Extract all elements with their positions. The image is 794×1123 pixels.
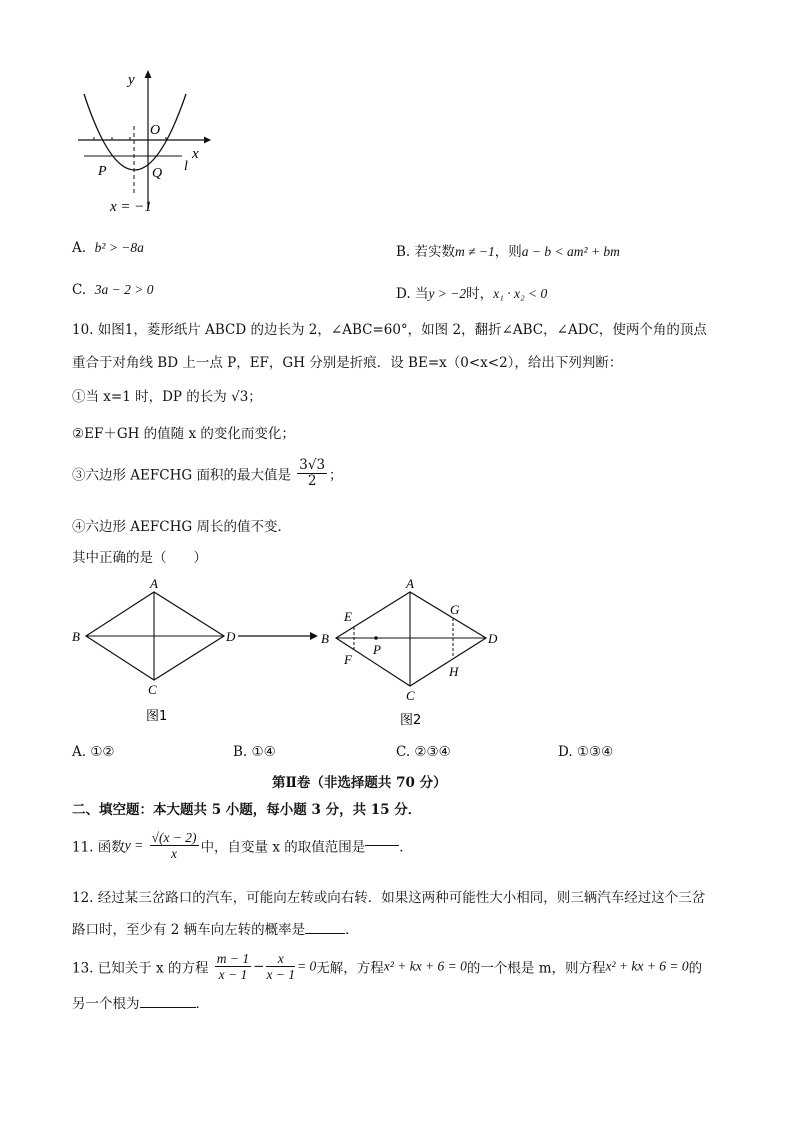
graph-y-label: y	[128, 72, 135, 88]
q10-s3-fraction: $\frac{3√3}{2}$	[299, 457, 326, 489]
q12-line1: 12. 经过某三岔路口的汽车，可能向左转或向右转．如果这两种可能性大小相同，则三辆汽车经过这个三岔	[72, 890, 706, 906]
fig2-label-g: G	[450, 602, 460, 617]
q12-line2: 路口时，至少有 2 辆车向左转的概率是 ．	[72, 918, 359, 938]
q10-option-c: C. ②③④	[396, 744, 451, 760]
fig1-label-a: A	[150, 576, 158, 591]
graph-axis-equation: x = −1	[110, 199, 152, 215]
fig2-label-h: H	[449, 664, 459, 679]
q10-s1-value: √3	[231, 389, 249, 405]
volume-title: 第Ⅱ卷（非选择题共 70 分）	[272, 775, 447, 791]
q9-option-d: D. 当y > −2时，x₁ · x₂ < 0	[396, 286, 548, 302]
q9-option-a: A. b² > −8a	[72, 240, 144, 256]
q10-statement-2: ②EF＋GH 的值随 x 的变化而变化；	[72, 426, 295, 442]
y-axis-arrow	[145, 70, 152, 78]
fig2-label-d: D	[488, 631, 498, 646]
fig1-label-d: D	[226, 629, 236, 644]
graph-l-label: l	[184, 159, 188, 174]
fig1-label-b: B	[72, 629, 80, 644]
graph-p-label: P	[98, 164, 107, 179]
q10-statement-3: ③六边形 AEFCHG 面积的最大值是 $\frac{3√3}{2}$ ；	[72, 457, 343, 489]
x-axis-arrow	[204, 137, 211, 144]
q13-line2: 另一个根为 ．	[72, 992, 209, 1012]
parabola-graph	[72, 68, 212, 220]
transform-arrow	[236, 630, 320, 642]
q11: 11. 函数y = $\frac{√(x - 2)}{x}$ 中，自变量 x 的取值范围是 ．	[72, 830, 413, 861]
q10-line2: 重合于对角线 BD 上一点 P，EF，GH 分别是折痕．设 BE=x（0<x<2），给出下列判断：	[72, 355, 623, 371]
fig1-label-c: C	[148, 682, 157, 697]
q13-fraction-1: $\frac{m - 1}{x - 1}$	[216, 951, 250, 982]
figure-2	[318, 576, 508, 726]
graph-q-label: Q	[152, 166, 163, 181]
q10-option-b: B. ①④	[233, 744, 276, 760]
graph-x-label: x	[192, 146, 199, 162]
parabola-curve	[84, 94, 186, 170]
q9-option-b: B. 若实数m ≠ −1，则a − b < am² + bm	[396, 244, 620, 260]
q13-line1: 13. 已知关于 x 的方程 $\frac{m - 1}{x - 1}$ − $\frac{x}{x - 1}$ = 0无解，方程x² + kx + 6 = 0的一个根是 m，则方程x² + kx + 6 = 0的	[72, 951, 703, 982]
q12-answer-blank[interactable]	[305, 919, 345, 934]
q9-option-a-expr: b² > −8a	[94, 240, 144, 255]
q13-answer-blank[interactable]	[140, 993, 196, 1008]
q10-option-d: D. ①③④	[558, 744, 614, 760]
fig1-caption: 图1	[146, 709, 168, 724]
fig2-label-a: A	[406, 576, 414, 591]
fig2-label-p: P	[373, 642, 381, 657]
q10-question: 其中正确的是（ ）	[72, 550, 207, 566]
rhombus-abcd-folded	[336, 592, 486, 686]
part-title: 二、填空题：本大题共 5 小题，每小题 3 分，共 15 分．	[72, 802, 422, 818]
fig2-label-e: E	[344, 609, 352, 624]
graph-origin-label: O	[150, 123, 161, 138]
q10-line1: 10. 如图1，菱形纸片 ABCD 的边长为 2，∠ABC=60°，如图 2，翻折∠ABC，∠ADC，使两个角的顶点	[72, 322, 707, 338]
fig2-label-f: F	[344, 652, 352, 667]
q11-answer-blank[interactable]	[365, 845, 399, 846]
fig2-label-b: B	[321, 631, 329, 646]
figure-1	[66, 576, 256, 726]
fig2-label-c: C	[406, 688, 415, 703]
q10-statement-1: ①当 x=1 时，DP 的长为 √3；	[72, 389, 262, 405]
point-p	[374, 636, 378, 640]
fig2-caption: 图2	[400, 713, 422, 726]
arrow-head-icon	[310, 632, 318, 640]
q13-fraction-2: $\frac{x}{x - 1}$	[266, 951, 296, 982]
q9-option-c-expr: 3a − 2 > 0	[94, 282, 154, 297]
q10-option-a: A. ①②	[72, 744, 115, 760]
q9-option-c: C. 3a − 2 > 0	[72, 282, 154, 298]
q10-statement-4: ④六边形 AEFCHG 周长的值不变．	[72, 519, 291, 535]
q11-fraction: $\frac{√(x - 2)}{x}$	[151, 830, 197, 861]
